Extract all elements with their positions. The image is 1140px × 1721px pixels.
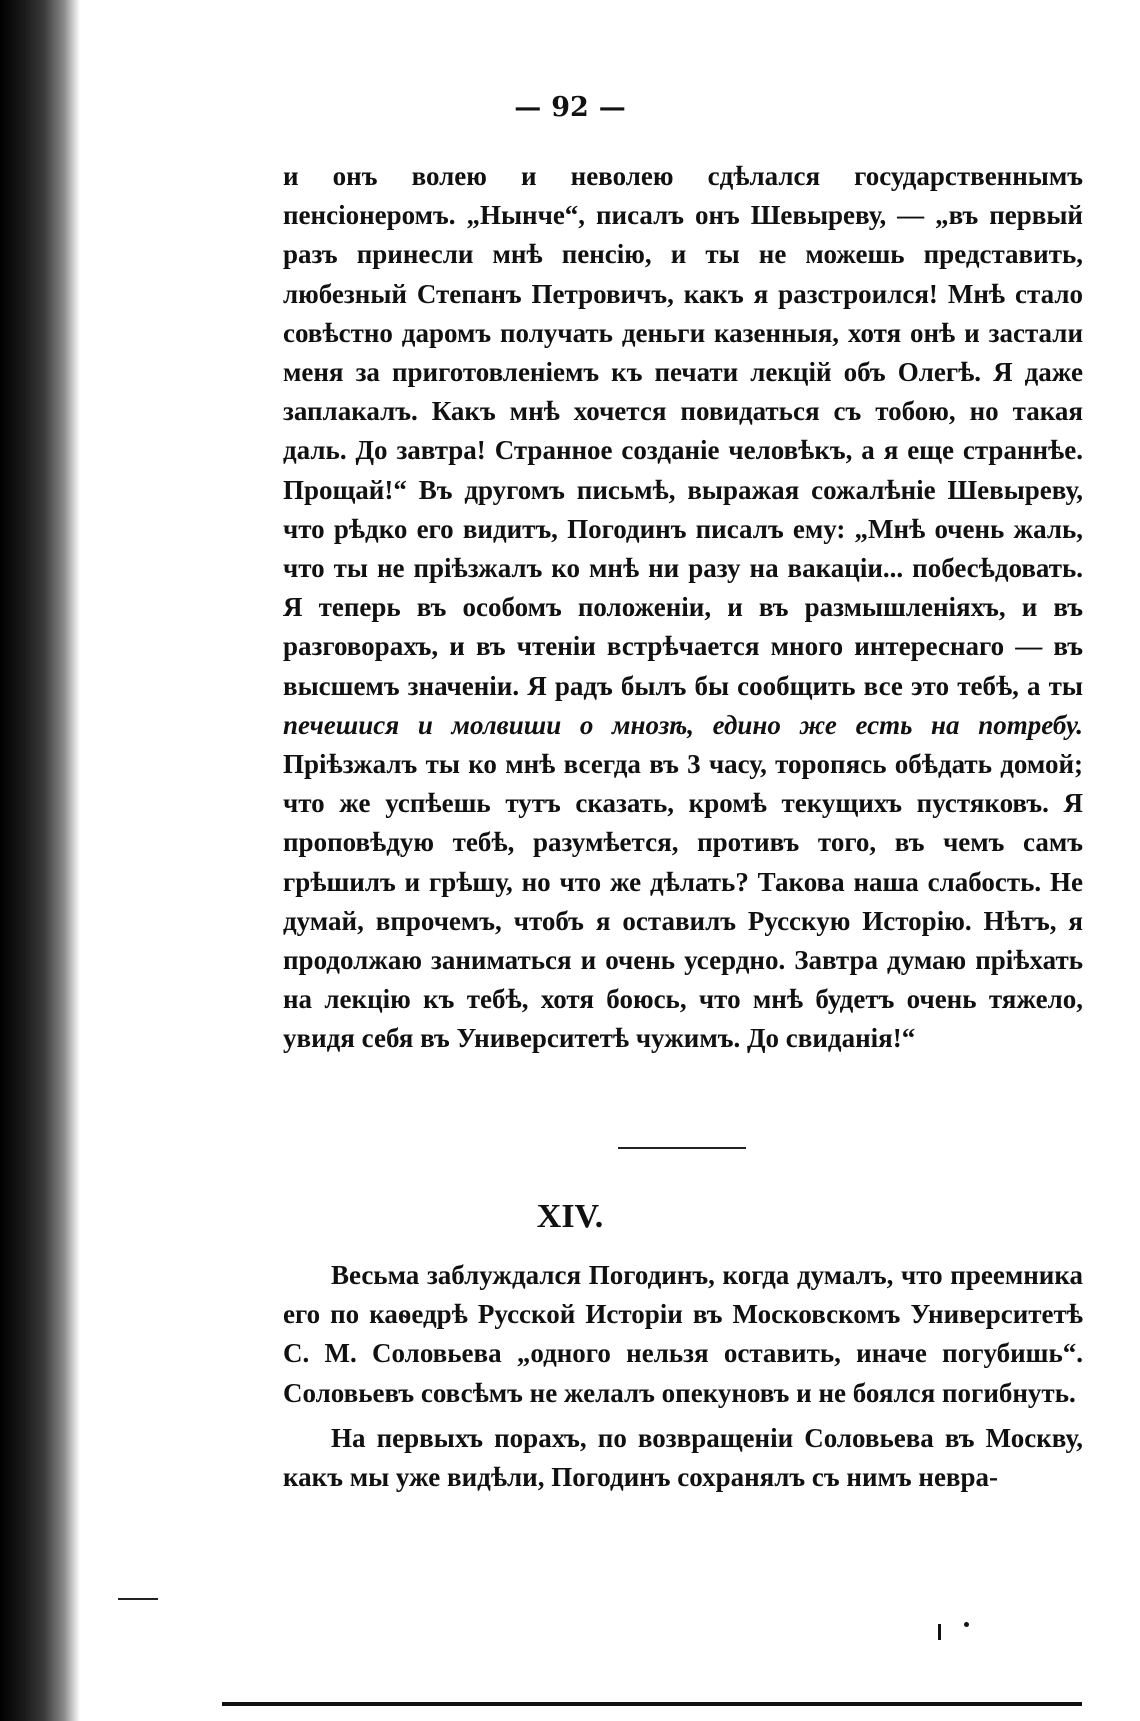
paragraph — [283, 157, 1083, 1059]
paragraph-text-a: и онъ волею и неволею сдѣлался государственнымъ пенсіонеромъ. „Нынче“, писалъ онъ Шевыреву, — „въ первый разъ принесли мнѣ пенсію, и ты не можешь представить, любезный Степанъ Петровичъ, какъ я разстроился! Мнѣ стало совѣстно даромъ получать деньги казенныя, хотя онѣ и застали меня за приготовленіемъ къ печати лекцій объ Олегѣ. Я даже заплакалъ. Какъ мнѣ хочется повидаться съ тобою, но такая даль. До завтра! Странное созданіе человѣкъ, а я еще страннѣе. Прощай!“ Въ другомъ письмѣ, выражая сожалѣніе Шевыреву, что рѣдко его видитъ, Погодинъ писалъ ему: „Мнѣ очень жаль, что ты не пріѣзжалъ ко мнѣ ни разу на вакаціи... побесѣдовать. Я теперь въ особомъ положеніи, и въ размышленіяхъ, и въ разговорахъ, и въ чтеніи встрѣчается много интереснаго — въ высшемъ значеніи. Я радъ былъ бы сообщить все это тебѣ, а ты — [283, 161, 1083, 701]
print-speck — [964, 1622, 969, 1627]
chapter-body — [283, 1256, 1083, 1497]
page-bottom-edge — [222, 1702, 1082, 1706]
book-spine-shadow — [0, 0, 80, 1721]
italic-quote: печешися и молвиши о мнозѣ, едино же есть на потребу. — [283, 709, 1083, 740]
chapter-heading: XIV. — [536, 1198, 604, 1235]
chapter-paragraph-1: Весьма заблуждался Погодинъ, когда думалъ, что преемника его по каѳедрѣ Русской Исторіи въ Московскомъ Университетѣ С. М. Соловьева „одного нельзя оставить, иначе погубишь“. Соловьевъ совсѣмъ не желалъ опекуновъ и не боялся погибнуть. — [283, 1260, 1083, 1408]
section-divider — [618, 1147, 746, 1149]
body-paragraph-continued — [283, 157, 1083, 1059]
paragraph-text-b: Пріѣзжалъ ты ко мнѣ всегда въ 3 часу, торопясь обѣдать домой; что же успѣешь тутъ сказать, кромѣ текущихъ пустяковъ. Я проповѣдую тебѣ, разумѣется, противъ того, въ чемъ самъ грѣшилъ и грѣшу, но что же дѣлать? Такова наша слабость. Не думай, впрочемъ, чтобъ я оставилъ Русскую Исторію. Нѣтъ, я продолжаю заниматься и очень усердно. Завтра думаю пріѣхать на лекцію къ тебѣ, хотя боюсь, что мнѣ будетъ очень тяжело, увидя себя въ Университетѣ чужимъ. До свиданія!“ — [283, 749, 1083, 1054]
page-number-dash-left: — — [514, 92, 542, 123]
margin-mark — [118, 1598, 158, 1600]
page-number-value: 92 — [551, 92, 589, 123]
page-number-dash-right: — — [598, 92, 626, 123]
chapter-paragraph-2: На первыхъ порахъ, по возвращеніи Соловьева въ Москву, какъ мы уже видѣли, Погодинъ сохранялъ съ нимъ невра- — [283, 1422, 1083, 1493]
page-number — [0, 92, 1140, 123]
print-speck — [938, 1624, 941, 1640]
